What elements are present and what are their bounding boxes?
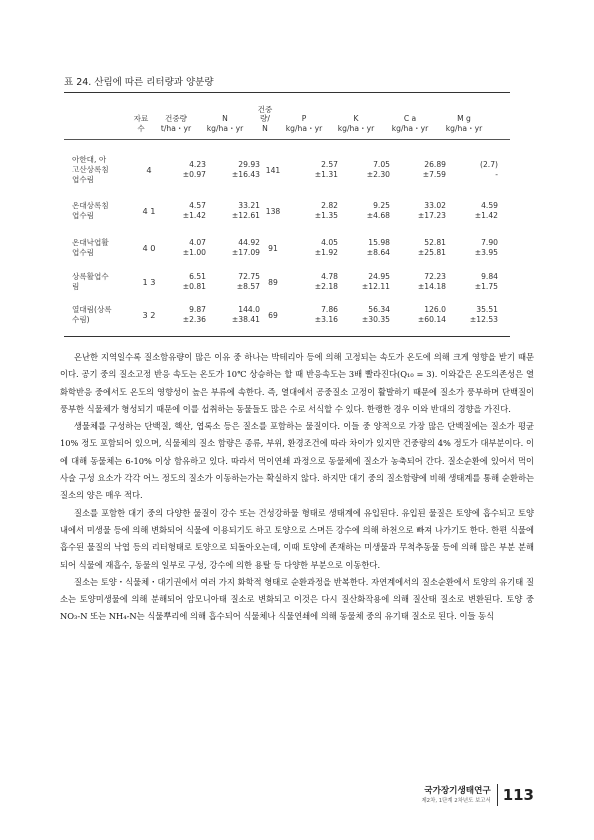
header-forest-type — [64, 93, 128, 139]
mg-cell: 7.90 ±3.95 — [474, 238, 498, 257]
n-cell: 33.21 ±12.61 — [231, 201, 260, 220]
ca-cell: 52.81 ±25.81 — [417, 238, 446, 257]
ratio-cell: 89 — [268, 277, 278, 287]
mg-cell: 9.84 ±1.75 — [474, 272, 498, 291]
body-text — [60, 349, 534, 626]
forest-type-cell: 상록활엽수 림 — [72, 272, 109, 291]
paragraph: 생물체를 구성하는 단백질, 핵산, 엽록소 등은 질소를 포함하는 물질이다. 이들 중 양적으로 가장 많은 단백질에는 질소가 평균 10% 정도 포함되어 있으며, 식물체의 질소 함량은 종류, 부위, 환경조건에 따라 차이가 있지만 건중량의 4% 정도가 대부분이다. 이에 대해 동물체는 6-10% 이상 함유하고 있다. 따라서 먹이연쇄 과정으로 동물체에 질소가 농축되어 간다. 질소순환에 있어서 먹이사슬 구성 요소가 각각 어느 정도의 질소가 이동하는가는 확실하지 않다. 하지만 대기 중의 질소함량에 비해 생태계를 통해 순환하는 질소의 양은 매우 적다. — [60, 421, 534, 501]
k-cell: 9.25 ±4.68 — [366, 201, 390, 220]
table-row — [64, 298, 510, 332]
n-cell: 72.75 ±8.57 — [236, 272, 260, 291]
page-footer — [421, 784, 534, 806]
p-cell: 4.05 ±1.92 — [314, 238, 338, 257]
footer-text — [421, 786, 490, 805]
footer-org: 국가장기생태연구 — [424, 785, 491, 796]
ca-cell: 26.89 ±7.59 — [422, 160, 446, 179]
table-caption: 표 24. 산림에 따른 리터량과 양분량 — [64, 77, 214, 88]
litter-cell: 6.51 ±0.81 — [182, 272, 206, 291]
header-p: P kg/ha・yr — [285, 114, 323, 133]
n-cell: 29.93 ±16.43 — [231, 160, 260, 179]
table-row — [64, 148, 510, 192]
header-k: K kg/ha・yr — [337, 114, 375, 133]
k-cell: 15.98 ±8.64 — [366, 238, 390, 257]
p-cell: 2.82 ±1.35 — [314, 201, 338, 220]
paragraph: 질소는 토양・식물체・대기권에서 여러 가지 화학적 형태로 순환과정을 반복한다. 자연계에서의 질소순환에서 토양의 유기태 질소는 토양미생물에 의해 분해되어 암모니아태 질소로 변화되고 이것은 다시 질산화작용에 의해 질산태 질소로 변환된다. 토양 중 NO₃-N 또는 NH₄-N는 식물뿌리에 의해 흡수되어 식물체나 식물연쇄에 의해 동물체 중의 유기태 질소로 된다. 이들 동식 — [60, 576, 534, 622]
ratio-cell: 141 — [265, 165, 281, 175]
forest-type-cell: 열대림(상록 수림) — [72, 305, 112, 324]
ratio-cell: 138 — [265, 206, 281, 216]
header-ca: C a kg/ha・yr — [391, 114, 429, 133]
ca-cell: 126.0 ±60.14 — [417, 305, 446, 324]
paragraph: 질소를 포함한 대기 중의 다양한 물질이 강수 또는 건성강하물 형태로 생태계에 유입된다. 유입된 물질은 토양에 흡수되고 토양 내에서 미생물 등에 의해 변화되어 식물에 이용되기도 하고 토양으로 스며든 강수에 의해 하천으로 빠져 나가기도 한다. 한편 식물에 흡수된 물질의 낙엽 등의 리터형태로 토양으로 되돌아오는데, 이때 토양에 존재하는 미생물과 무척추동물 등에 의해 많은 부분 분해되어 식물에 재흡수, 동물의 일부로 구성, 강수에 의한 용탈 등 다양한 부분으로 이동한다. — [60, 507, 534, 570]
sample-count-cell: 4 0 — [142, 243, 156, 253]
sample-count-cell: 3 2 — [142, 310, 156, 320]
header-sample-count: 자료 수 — [133, 114, 149, 133]
table-row — [64, 230, 510, 266]
ratio-cell: 69 — [268, 310, 278, 320]
p-cell: 7.86 ±3.16 — [314, 305, 338, 324]
litter-nutrient-table — [64, 92, 510, 337]
litter-cell: 4.07 ±1.00 — [182, 238, 206, 257]
ratio-cell: 91 — [268, 243, 278, 253]
header-mg: M g kg/ha・yr — [445, 114, 483, 133]
p-cell: 2.57 ±1.31 — [314, 160, 338, 179]
footer-report: 제2차, 1단계 2차년도 보고서 — [421, 797, 491, 804]
sample-count-cell: 4 1 — [142, 206, 156, 216]
table-row — [64, 192, 510, 230]
ca-cell: 72.23 ±14.18 — [417, 272, 446, 291]
ca-cell: 33.02 ±17.23 — [417, 201, 446, 220]
paragraph: 온난한 지역일수록 질소함유량이 많은 이유 중 하나는 박테리아 등에 의해 고정되는 속도가 온도에 의해 크게 영향을 받기 때문이다. 공기 중의 질소고정 반응 속도는 온도가 10℃ 상승하는 할 때 반응속도는 3배 빨라진다(Q₁₀ = 3). 이와같은 온도의존성은 열화학반응 중에서도 온도의 영향성이 높은 부류에 속한다. 즉, 열대에서 공중질소 고정이 활발하기 때문에 질소가 풍부하며 단백질이 풍부한 식물체가 형성되기 때문에 이를 섭취하는 동물들도 많은 수로 서식할 수 있다. 한랭한 경우 이와 반대의 경향을 가진다. — [60, 352, 534, 414]
k-cell: 24.95 ±12.11 — [361, 272, 390, 291]
litter-cell: 4.23 ±0.97 — [182, 160, 206, 179]
n-cell: 144.0 ±38.41 — [231, 305, 260, 324]
header-litter-weight: 건중량 t/ha・yr — [160, 114, 192, 133]
litter-cell: 9.87 ±2.36 — [182, 305, 206, 324]
page-number: 113 — [502, 786, 534, 804]
table-header-row — [64, 93, 510, 140]
table-body — [64, 140, 510, 336]
p-cell: 4.78 ±2.18 — [314, 272, 338, 291]
mg-cell: 4.59 ±1.42 — [474, 201, 498, 220]
forest-type-cell: 온대상록침 엽수림 — [72, 201, 109, 220]
table-row — [64, 266, 510, 298]
forest-type-cell: 온대낙엽활 엽수림 — [72, 238, 109, 257]
forest-type-cell: 아한대, 아 고산상록침 엽수림 — [72, 155, 109, 184]
mg-cell: 35.51 ±12.53 — [469, 305, 498, 324]
k-cell: 56.34 ±30.35 — [361, 305, 390, 324]
sample-count-cell: 1 3 — [142, 277, 156, 287]
header-weight-n-ratio: 건중 량/ N — [257, 104, 273, 133]
header-n: N kg/ha・yr — [206, 114, 244, 133]
n-cell: 44.92 ±17.09 — [231, 238, 260, 257]
sample-count-cell: 4 — [146, 165, 152, 175]
k-cell: 7.05 ±2.30 — [366, 160, 390, 179]
litter-cell: 4.57 ±1.42 — [182, 201, 206, 220]
footer-divider — [497, 784, 498, 806]
mg-cell: (2.7) - — [479, 160, 498, 179]
